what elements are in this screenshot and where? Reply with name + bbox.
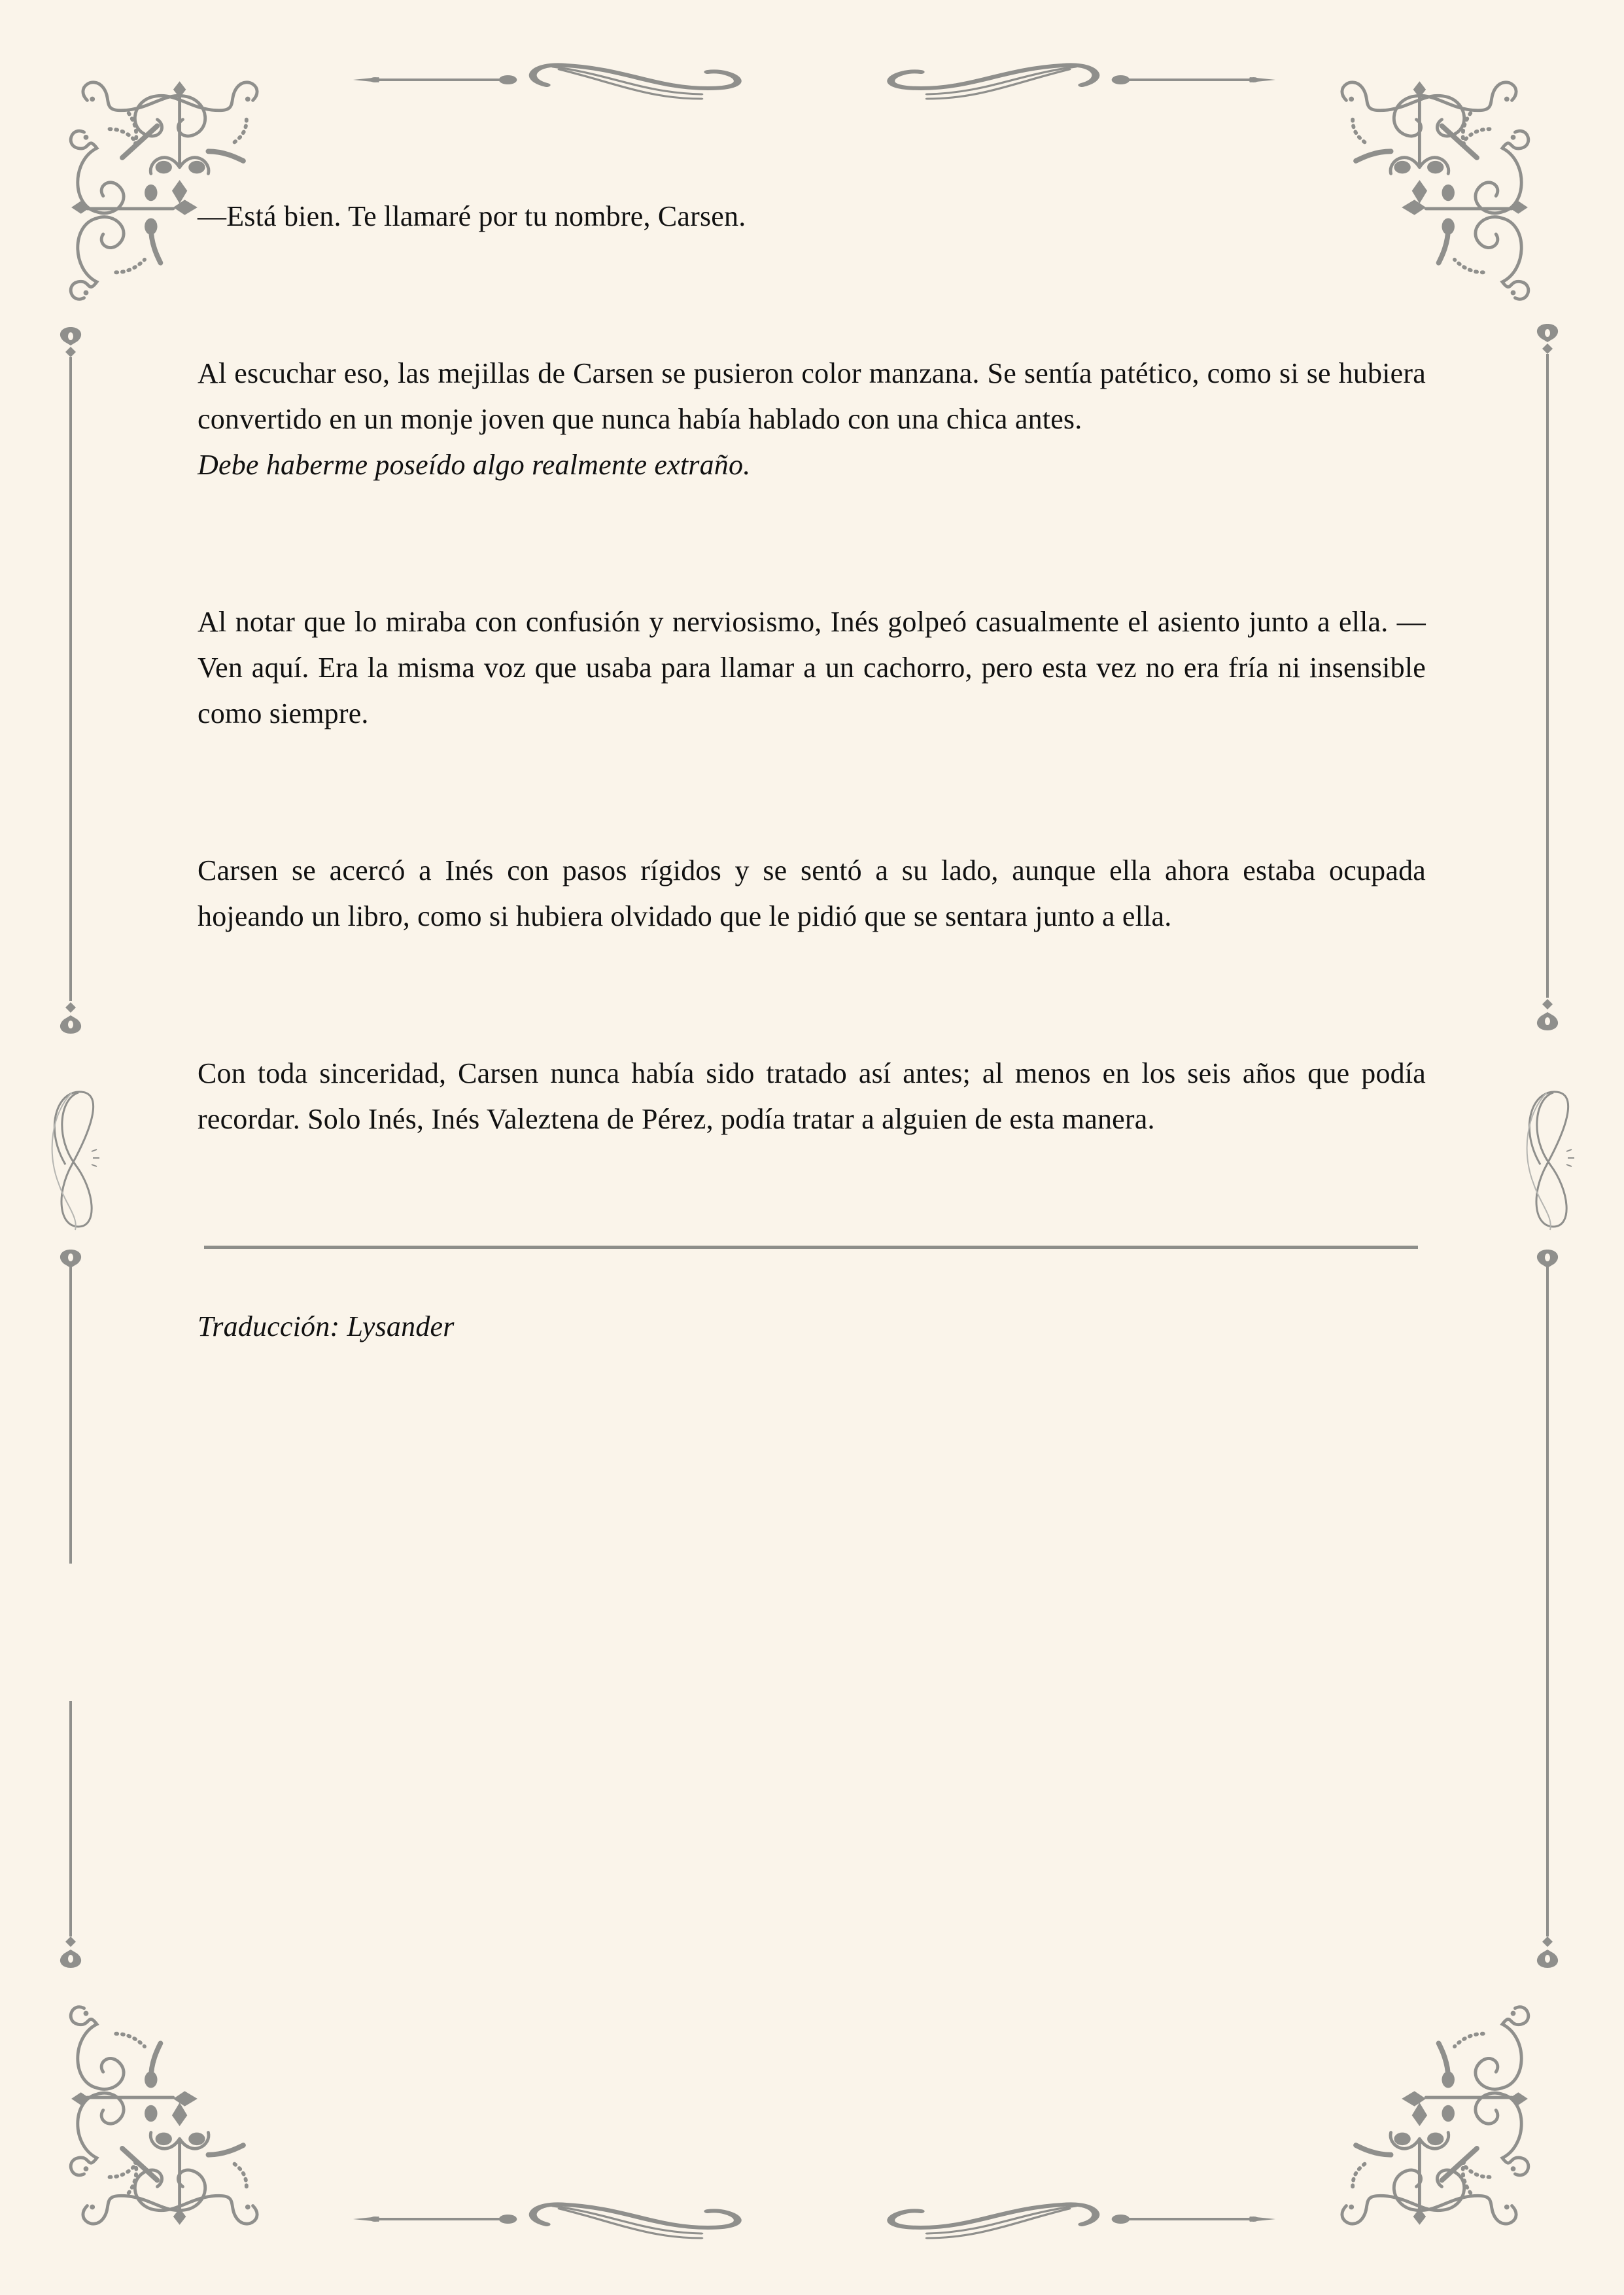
left-infinity-knot-icon xyxy=(46,1066,105,1236)
translation-credit-text: Traducción: Lysander xyxy=(198,1310,455,1342)
paragraph-2-text: Al escuchar eso, las mejillas de Carsen se pusieron color manzana. Se sentía patético, como si se hubiera convertido en un monje joven que nunca había hablado con una chica antes. xyxy=(198,357,1426,435)
top-scroll-ornament-icon xyxy=(347,46,1282,111)
translation-credit xyxy=(198,1304,1426,1350)
bottom-scroll-ornament-icon xyxy=(347,2185,1282,2251)
corner-ornament-top-right-icon xyxy=(1318,62,1540,304)
paragraph-1-text: —Está bien. Te llamaré por tu nombre, Carsen. xyxy=(198,200,746,232)
paragraph-2-italic-thought: Debe haberme poseído algo realmente extraño. xyxy=(198,449,751,481)
corner-ornament-top-left-icon xyxy=(59,62,281,304)
paragraph-3-text: Al notar que lo miraba con confusión y nerviosismo, Inés golpeó casualmente el asiento junto a ella. —Ven aquí. Era la misma voz que usaba para llamar a un cachorro, pero esta vez no era fría ni insensible como siempre. xyxy=(198,606,1426,729)
left-rod-lower-icon xyxy=(58,1250,84,1969)
paragraph-2 xyxy=(198,351,1426,488)
paragraph-3 xyxy=(198,599,1426,737)
paragraph-5 xyxy=(198,1051,1426,1142)
right-infinity-knot-icon xyxy=(1521,1066,1580,1236)
paragraph-4 xyxy=(198,848,1426,939)
paragraph-4-text: Carsen se acercó a Inés con pasos rígidos y se sentó a su lado, aunque ella ahora estaba ocupada hojeando un libro, como si hubiera olvidado que le pidió que se sentara junto a ella. xyxy=(198,854,1426,932)
left-rod-upper-icon xyxy=(58,327,84,1034)
paragraph-1 xyxy=(198,194,1426,239)
corner-ornament-bottom-left-icon xyxy=(59,2002,281,2244)
corner-ornament-bottom-right-icon xyxy=(1318,2002,1540,2244)
right-rod-upper-icon xyxy=(1534,324,1561,1030)
section-divider xyxy=(204,1246,1418,1249)
paragraph-5-text: Con toda sinceridad, Carsen nunca había sido tratado así antes; al menos en los seis años que podía recordar. Solo Inés, Inés Valeztena de Pérez, podía tratar a alguien de esta manera. xyxy=(198,1057,1426,1135)
right-rod-lower-icon xyxy=(1534,1250,1561,1969)
